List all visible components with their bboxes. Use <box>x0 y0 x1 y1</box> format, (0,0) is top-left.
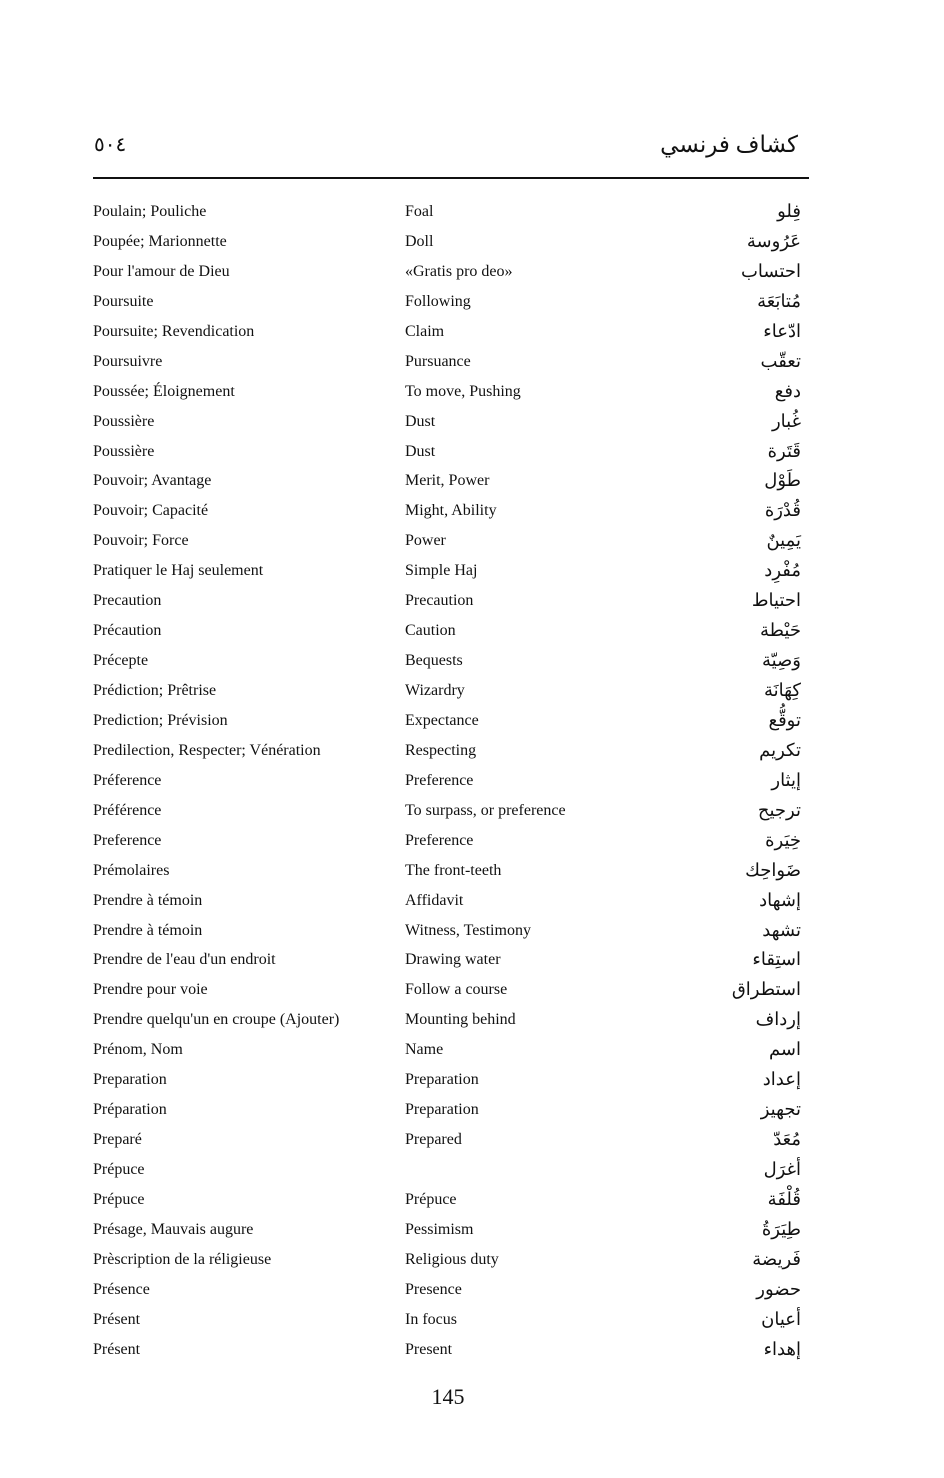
french-term: Prendre pour voie <box>93 981 208 999</box>
arabic-term: حضور <box>756 1278 801 1299</box>
english-term: The front-teeth <box>405 861 502 879</box>
index-row <box>93 767 801 797</box>
french-term: Prediction; Prévision <box>93 711 228 729</box>
arabic-term: إيثار <box>771 769 801 790</box>
arabic-term: مُفْرِد <box>764 560 801 581</box>
index-row <box>93 1336 801 1366</box>
french-term: Pour l'amour de Dieu <box>93 262 230 280</box>
french-term: Pouvoir; Capacité <box>93 502 209 520</box>
english-term: To move, Pushing <box>405 382 521 400</box>
english-term: Preference <box>405 831 474 849</box>
index-row <box>93 1246 801 1276</box>
french-term: Poussière <box>93 412 155 430</box>
english-term: To surpass, or preference <box>405 801 566 819</box>
arabic-term: دفع <box>774 380 801 401</box>
index-row <box>93 1156 801 1186</box>
english-term: Religious duty <box>405 1250 499 1268</box>
french-term: Préférence <box>93 801 162 819</box>
index-row <box>93 587 801 617</box>
index-row <box>93 1276 801 1306</box>
french-term: Prémolaires <box>93 861 170 879</box>
index-row <box>93 467 801 497</box>
french-term: Poulain; Pouliche <box>93 203 207 220</box>
english-term: Pessimism <box>405 1220 474 1238</box>
index-row <box>93 348 801 378</box>
french-term: Pouvoir; Force <box>93 532 189 550</box>
english-term: Following <box>405 292 471 310</box>
english-term: Preference <box>405 771 474 789</box>
french-term: Prénom, Nom <box>93 1041 183 1059</box>
french-term: Precaution <box>93 592 162 610</box>
index-row <box>93 288 801 318</box>
index-row <box>93 198 801 228</box>
english-term: Merit, Power <box>405 472 490 490</box>
index-row <box>93 1006 801 1036</box>
index-row <box>93 228 801 258</box>
index-row <box>93 557 801 587</box>
arabic-term: قَتَرة <box>767 440 801 461</box>
english-term: Mounting behind <box>405 1011 516 1029</box>
arabic-term: توقُّع <box>768 709 801 730</box>
english-term: Claim <box>405 322 445 340</box>
index-row <box>93 527 801 557</box>
index-row <box>93 797 801 827</box>
english-term: Prepared <box>405 1131 462 1149</box>
arabic-term: طِيَرَةُ <box>761 1218 801 1239</box>
french-term: Présence <box>93 1280 150 1298</box>
french-term: Présent <box>93 1310 141 1328</box>
index-row <box>93 617 801 647</box>
arabic-term: إهداء <box>763 1338 801 1359</box>
french-term: Poursuite; Revendication <box>93 322 255 340</box>
index-row <box>93 378 801 408</box>
english-term: Doll <box>405 232 434 250</box>
french-term: Predilection, Respecter; Vénération <box>93 741 321 759</box>
arabic-term: غُبار <box>771 410 801 431</box>
arabic-term: مُعَدّ <box>773 1129 801 1150</box>
french-term: Poussée; Éloignement <box>93 382 235 400</box>
french-term: Pouvoir; Avantage <box>93 472 212 490</box>
french-term: Poursuivre <box>93 352 163 370</box>
french-term: Poupée; Marionnette <box>93 232 227 250</box>
index-row <box>93 497 801 527</box>
index-row <box>93 677 801 707</box>
english-term: Prépuce <box>405 1190 457 1208</box>
arabic-term: ترجيح <box>757 799 801 820</box>
index-row <box>93 438 801 468</box>
index-row <box>93 408 801 438</box>
arabic-term: وَصِيّة <box>761 650 801 671</box>
english-term: Bequests <box>405 652 463 670</box>
index-row <box>93 1066 801 1096</box>
arabic-term: إشهاد <box>759 889 801 910</box>
english-term: Witness, Testimony <box>405 921 531 939</box>
french-term: Prendre à témoin <box>93 891 203 909</box>
french-term: Preference <box>93 831 162 849</box>
french-term: Présent <box>93 1340 141 1358</box>
french-term: Prendre de l'eau d'un endroit <box>93 951 276 969</box>
english-term: Respecting <box>405 741 477 759</box>
index-row <box>93 258 801 288</box>
arabic-term: قُلْفَة <box>767 1188 801 1209</box>
arabic-term: اسم <box>768 1039 801 1060</box>
arabic-term: احتساب <box>740 260 801 281</box>
french-term: Préference <box>93 771 162 789</box>
english-term: Affidavit <box>405 891 464 909</box>
english-term: Expectance <box>405 711 479 729</box>
english-term: Caution <box>405 622 456 640</box>
arabic-term: يَمِينٌ <box>766 530 801 551</box>
french-term: Pratiquer le Haj seulement <box>93 562 264 580</box>
index-row <box>93 857 801 887</box>
french-term: Prépuce <box>93 1190 145 1208</box>
arabic-term: قُدْرَة <box>764 500 801 521</box>
arabic-term: تشهد <box>762 919 801 940</box>
arabic-term: إعداد <box>762 1069 801 1090</box>
french-term: Précaution <box>93 622 162 640</box>
arabic-term: ضَواحِك <box>745 859 801 880</box>
index-row <box>93 1096 801 1126</box>
arabic-term: كِهَانَة <box>763 680 801 700</box>
arabic-term: خِيَرة <box>765 829 801 850</box>
arabic-term: تعقّب <box>760 350 801 371</box>
french-term: Prendre à témoin <box>93 921 203 939</box>
english-term: Preparation <box>405 1071 479 1089</box>
english-term: Dust <box>405 442 436 460</box>
french-term: Poussière <box>93 442 155 460</box>
arabic-term: فِلو <box>777 201 801 221</box>
arabic-term: أغرَل <box>763 1159 801 1179</box>
index-row <box>93 946 801 976</box>
english-term: «Gratis pro deo» <box>405 262 513 280</box>
french-term: Prépuce <box>93 1161 145 1178</box>
english-term: Name <box>405 1041 444 1059</box>
index-row <box>93 1216 801 1246</box>
index-rows <box>93 198 801 1366</box>
arabic-term: أعيان <box>761 1308 801 1329</box>
english-term: Precaution <box>405 592 474 610</box>
french-term: Prendre quelqu'un en croupe (Ajouter) <box>93 1011 340 1029</box>
english-term: Drawing water <box>405 951 501 969</box>
arabic-term: استِقاء <box>752 949 801 970</box>
index-row <box>93 887 801 917</box>
english-term: Preparation <box>405 1101 479 1119</box>
arabic-term: تكريم <box>759 739 801 760</box>
index-row <box>93 827 801 857</box>
index-row <box>93 917 801 947</box>
french-term: Précepte <box>93 652 149 670</box>
english-term: Wizardry <box>405 682 465 699</box>
french-term: Prèscription de la réligieuse <box>93 1250 272 1268</box>
index-row <box>93 1126 801 1156</box>
arabic-term: عَرُوسة <box>746 230 801 251</box>
header-rule <box>93 177 809 179</box>
french-term: Préparation <box>93 1101 167 1119</box>
english-term: Foal <box>405 203 434 220</box>
french-term: Preparé <box>93 1131 142 1149</box>
arabic-term: فَريضة <box>752 1248 801 1269</box>
french-term: Preparation <box>93 1071 167 1089</box>
french-term: Prédiction; Prêtrise <box>93 682 217 699</box>
index-row <box>93 707 801 737</box>
index-row <box>93 1186 801 1216</box>
french-term: Poursuite <box>93 292 154 310</box>
english-term: Dust <box>405 412 436 430</box>
arabic-term: مُتابَعَة <box>757 290 801 311</box>
index-row <box>93 976 801 1006</box>
arabic-term: طَوْل <box>764 470 801 491</box>
header-title: كشاف فرنسي <box>660 132 798 157</box>
english-term: In focus <box>405 1310 457 1328</box>
arabic-term: تجهيز <box>760 1099 801 1120</box>
english-term: Power <box>405 532 446 550</box>
english-term: Might, Ability <box>405 502 497 520</box>
index-row <box>93 1036 801 1066</box>
header-page-number: ٥٠٤ <box>94 134 127 156</box>
french-term: Présage, Mauvais augure <box>93 1220 254 1238</box>
arabic-term: ادّعاء <box>763 320 801 341</box>
index-row <box>93 647 801 677</box>
english-term: Presence <box>405 1280 462 1298</box>
arabic-term: إرداف <box>755 1009 801 1030</box>
index-row <box>93 318 801 348</box>
index-row <box>93 1306 801 1336</box>
arabic-term: استطراق <box>731 979 801 1000</box>
index-row <box>93 737 801 767</box>
footer-page-number: 145 <box>431 1384 465 1409</box>
english-term: Simple Haj <box>405 562 478 580</box>
arabic-term: حَيْطة <box>760 620 801 641</box>
arabic-term: احتياط <box>751 590 801 611</box>
english-term: Present <box>405 1340 453 1358</box>
english-term: Follow a course <box>405 981 508 999</box>
english-term: Pursuance <box>405 352 471 370</box>
